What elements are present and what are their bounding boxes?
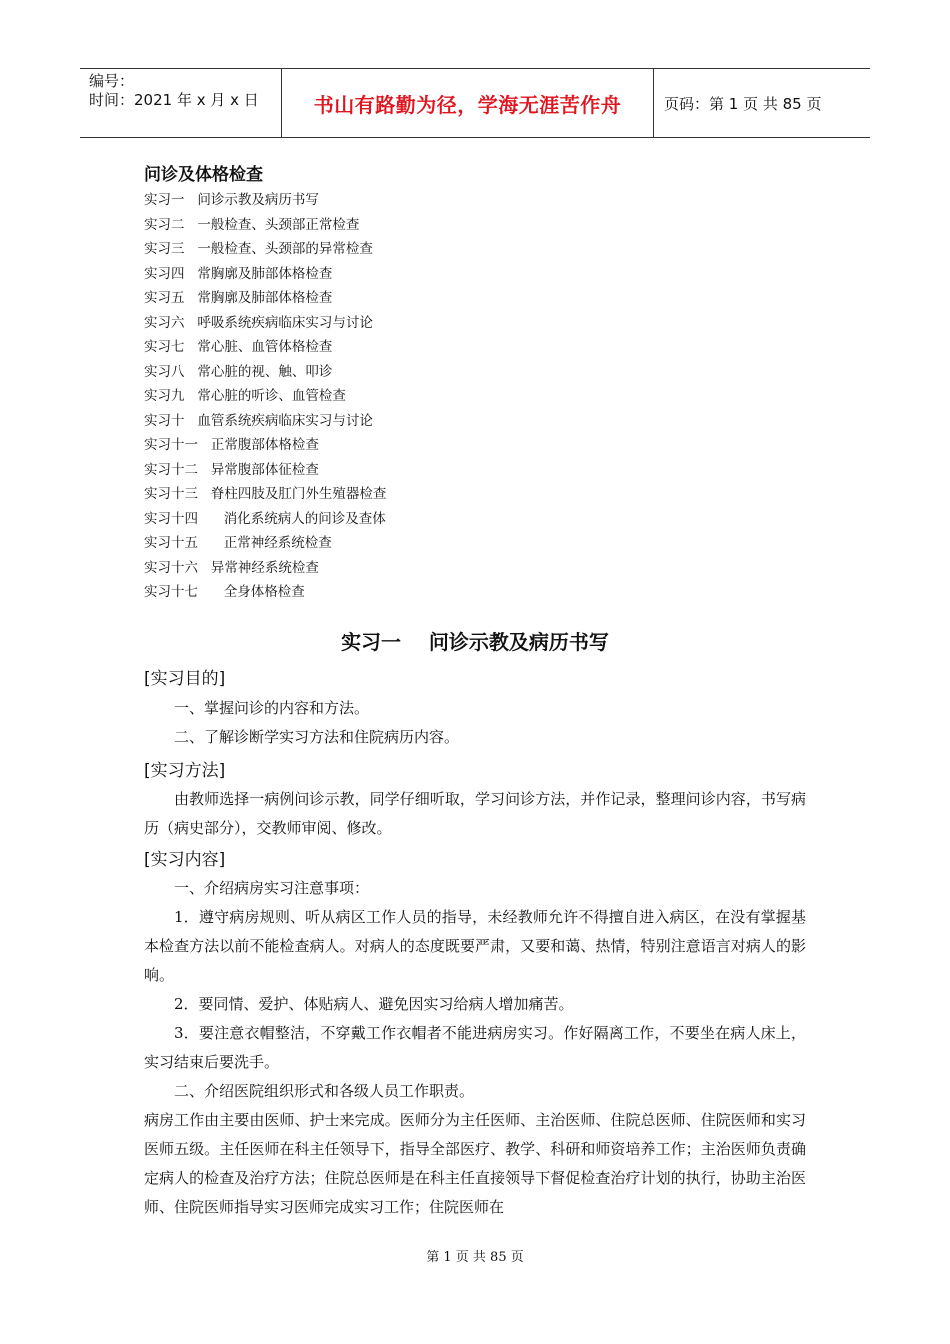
toc-item: 实习十四 消化系统病人的问诊及查体 — [144, 510, 386, 527]
page-footer: 第 1 页 共 85 页 — [426, 1250, 524, 1265]
doc-date-label: 时间：2021 年 x 月 x 日 — [89, 91, 259, 109]
content-paragraph: 二、介绍医院组织形式和各级人员工作职责。 — [174, 1082, 475, 1100]
toc-item: 实习十六 异常神经系统检查 — [144, 559, 319, 576]
toc-item: 实习十七 全身体格检查 — [144, 584, 305, 600]
purpose-heading: [实习目的] — [144, 669, 226, 689]
toc-title: 问诊及体格检查 — [144, 165, 263, 185]
toc-item: 实习六 呼吸系统疾病临床实习与讨论 — [144, 314, 373, 331]
content-paragraph: 1．遵守病房规则、听从病区工作人员的指导，未经教师允许不得擅自进入病区，在没有掌握基本检查方法以前不能检查病人。对病人的态度既要严肃，又要和蔼、热情，特别注意语言对病人的影响。 — [144, 908, 806, 984]
content-paragraph: 一、介绍病房实习注意事项： — [174, 879, 370, 897]
toc-item: 实习十三 脊柱四肢及肛门外生殖器检查 — [144, 486, 387, 502]
toc-item: 实习五 常胸廓及肺部体格检查 — [144, 290, 333, 306]
toc-item: 实习四 常胸廓及肺部体格检查 — [144, 265, 333, 282]
toc-item: 实习十 血管系统疾病临床实习与讨论 — [144, 412, 373, 429]
page-header — [80, 68, 870, 138]
doc-code-label: 编号： — [89, 72, 135, 90]
content-paragraph: 2．要同情、爱护、体贴病人、避免因实习给病人增加痛苦。 — [174, 995, 574, 1013]
purpose-item: 二、了解诊断学实习方法和住院病历内容。 — [174, 728, 460, 746]
toc-item: 实习十二 异常腹部体征检查 — [144, 461, 319, 478]
toc-item: 实习一 问诊示教及病历书写 — [144, 192, 319, 208]
toc-item: 实习十五 正常神经系统检查 — [144, 535, 332, 551]
purpose-section — [144, 694, 806, 752]
chapter-title: 实习一 问诊示教及病历书写 — [341, 630, 609, 654]
purpose-item: 一、掌握问诊的内容和方法。 — [174, 699, 370, 717]
header-motto: 书山有路勤为径，学海无涯苦作舟 — [282, 69, 654, 137]
method-section — [144, 785, 806, 843]
toc-item: 实习二 一般检查、头颈部正常检查 — [144, 216, 360, 233]
header-info — [80, 69, 282, 137]
header-page-number: 页码：第 1 页 共 85 页 — [664, 94, 822, 113]
toc-item: 实习十一 正常腹部体格检查 — [144, 437, 319, 453]
toc-item: 实习八 常心脏的视、触、叩诊 — [144, 363, 333, 380]
toc-item: 实习七 常心脏、血管体格检查 — [144, 339, 333, 355]
content-paragraph: 3．要注意衣帽整洁，不穿戴工作衣帽者不能进病房实习。作好隔离工作，不要坐在病人床上，实习结束后要洗手。 — [144, 1024, 806, 1071]
method-heading: [实习方法] — [144, 761, 226, 781]
content-section — [144, 874, 806, 1222]
toc-item: 实习九 常心脏的听诊、血管检查 — [144, 388, 346, 404]
content-paragraph: 病房工作由主要由医师、护士来完成。医师分为主任医师、主治医师、住院总医师、住院医师和实习医师五级。主任医师在科主任领导下，指导全部医疗、教学、科研和师资培养工作；主治医师负责确定病人的检查及治疗方法；住院总医师是在科主任直接领导下督促检查治疗计划的执行，协助主治医师、住院医师指导实习医师完成实习工作；住院医师在 — [144, 1111, 806, 1216]
toc-item: 实习三 一般检查、头颈部的异常检查 — [144, 241, 373, 257]
table-of-contents — [144, 188, 386, 605]
content-heading: [实习内容] — [144, 850, 226, 870]
method-paragraph: 由教师选择一病例问诊示教，同学仔细听取，学习问诊方法，并作记录，整理问诊内容，书写病历（病史部分），交教师审阅、修改。 — [144, 790, 806, 837]
